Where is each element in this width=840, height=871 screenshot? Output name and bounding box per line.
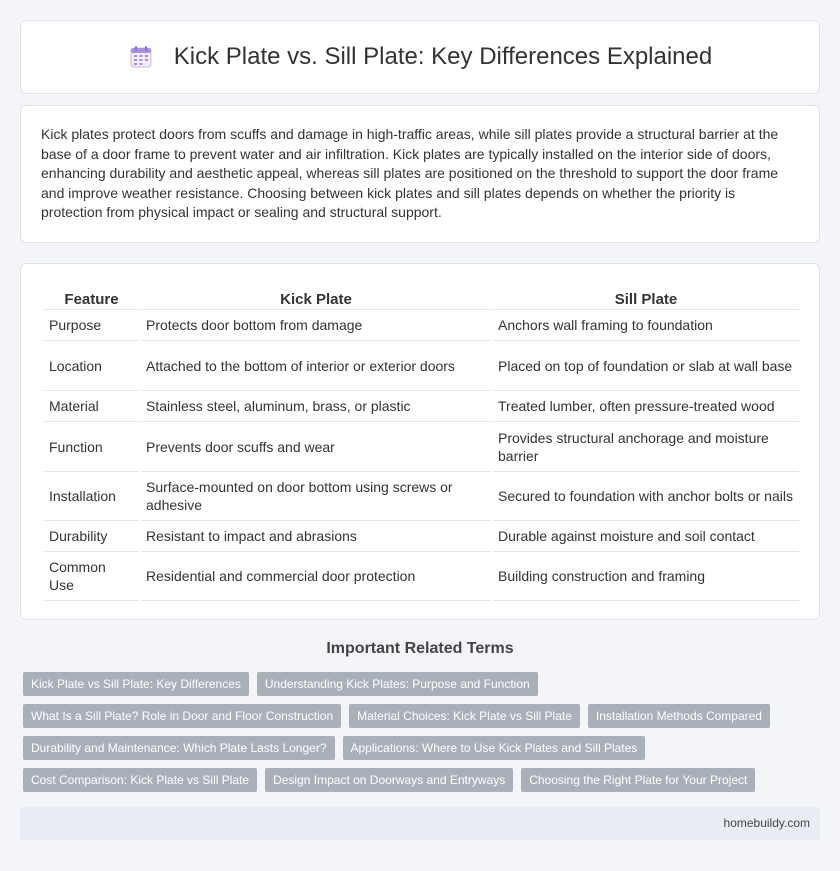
table-cell-feature: Material [44,391,139,422]
table-header-row [44,284,799,310]
related-term-tag[interactable]: Installation Methods Compared [588,704,770,728]
table-cell-kick-plate: Resistant to impact and abrasions [141,521,491,552]
table-cell-kick-plate: Protects door bottom from damage [141,310,491,341]
related-term-tag[interactable]: Durability and Maintenance: Which Plate Lasts Longer? [23,736,335,760]
related-term-tag[interactable]: Cost Comparison: Kick Plate vs Sill Plate [23,768,257,792]
title-wrap [128,43,712,71]
table-cell-kick-plate: Prevents door scuffs and wear [141,422,491,472]
tag-row [23,672,823,696]
table-cell-kick-plate: Surface-mounted on door bottom using screws or adhesive [141,472,491,521]
related-terms-list [23,672,823,800]
related-term-tag[interactable]: Choosing the Right Plate for Your Project [521,768,755,792]
footer-site-link[interactable]: homebuildy.com [723,816,810,830]
comparison-table [42,284,801,601]
table-cell-sill-plate: Secured to foundation with anchor bolts or nails [493,472,799,521]
table-cell-feature: Function [44,422,139,472]
intro-paragraph: Kick plates protect doors from scuffs and damage in high-traffic areas, while sill plates provide a structural barrier at the base of a door frame to prevent water and air infiltration. Kick plates are typically installed on the interior side of doors, enhancing durability and aesthetic appeal, whereas sill plates are positioned on the threshold to support the door frame and improve weather resistance. Choosing between kick plates and sill plates depends on whether the priority is protection from physical impact or sealing and structural support. [41,126,779,220]
comparison-table-card [20,263,820,620]
table-row [44,521,799,552]
column-header-kick-plate: Kick Plate [141,284,491,310]
intro-card [20,105,820,243]
footer [20,807,820,840]
table-row [44,341,799,391]
table-cell-feature: Installation [44,472,139,521]
table-cell-feature: Common Use [44,552,139,601]
table-cell-feature: Location [44,341,139,391]
table-cell-kick-plate: Residential and commercial door protection [141,552,491,601]
table-row [44,310,799,341]
table-cell-sill-plate: Anchors wall framing to foundation [493,310,799,341]
page-title: Kick Plate vs. Sill Plate: Key Differences Explained [173,43,713,70]
table-cell-sill-plate: Treated lumber, often pressure-treated wood [493,391,799,422]
table-cell-sill-plate: Placed on top of foundation or slab at wall base [493,341,799,391]
related-terms-title: Important Related Terms [326,640,514,657]
related-term-tag[interactable]: Kick Plate vs Sill Plate: Key Differences [23,672,249,696]
column-header-feature: Feature [44,284,139,310]
related-term-tag[interactable]: Applications: Where to Use Kick Plates and Sill Plates [343,736,646,760]
table-cell-sill-plate: Building construction and framing [493,552,799,601]
column-header-sill-plate: Sill Plate [493,284,799,310]
table-row [44,422,799,472]
tag-row [23,768,823,792]
table-row [44,391,799,422]
table-cell-kick-plate: Attached to the bottom of interior or exterior doors [141,341,491,391]
table-cell-feature: Purpose [44,310,139,341]
related-term-tag[interactable]: Understanding Kick Plates: Purpose and Function [257,672,538,696]
table-cell-kick-plate: Stainless steel, aluminum, brass, or plastic [141,391,491,422]
tag-row [23,704,823,728]
table-cell-sill-plate: Provides structural anchorage and moisture barrier [493,422,799,472]
related-term-tag[interactable]: What Is a Sill Plate? Role in Door and Floor Construction [23,704,341,728]
table-cell-sill-plate: Durable against moisture and soil contact [493,521,799,552]
related-term-tag[interactable]: Design Impact on Doorways and Entryways [265,768,513,792]
header-card [20,20,820,94]
tag-row [23,736,823,760]
table-row [44,552,799,601]
table-cell-feature: Durability [44,521,139,552]
related-term-tag[interactable]: Material Choices: Kick Plate vs Sill Plate [349,704,580,728]
table-row [44,472,799,521]
calendar-icon [128,44,154,70]
